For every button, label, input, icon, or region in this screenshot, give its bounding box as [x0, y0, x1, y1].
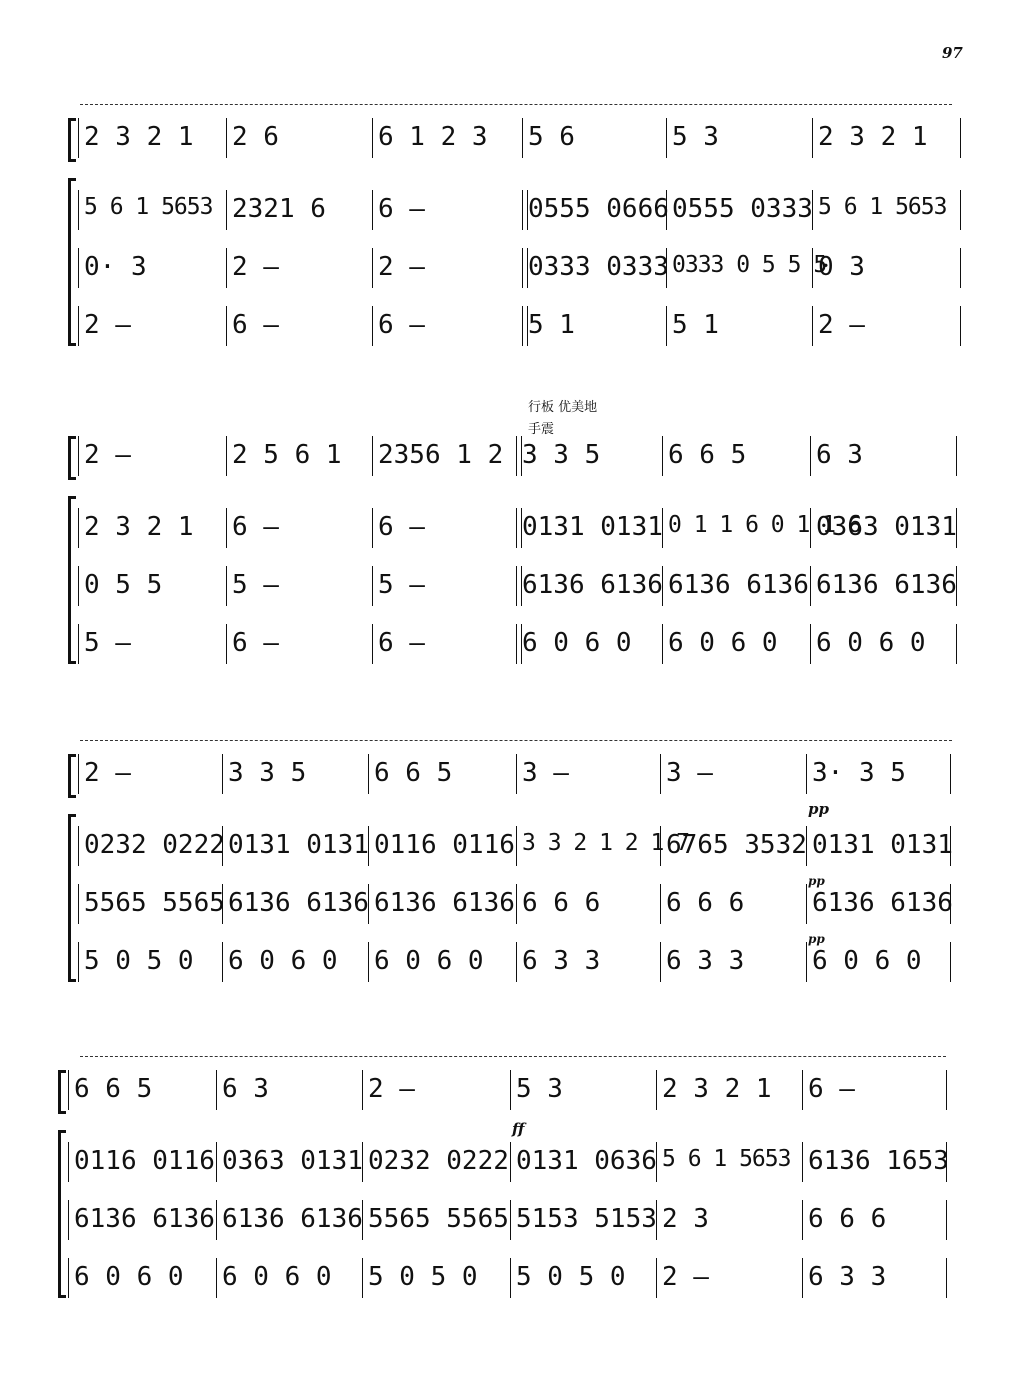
measure-2-4-1: 5 — — [84, 628, 131, 658]
measure-2-2-6: 0363 0131 — [816, 512, 957, 542]
measure-4-2-4: 0131 0636 — [516, 1146, 657, 1176]
barline — [950, 942, 951, 982]
measure-1-4-6: 2 — — [818, 310, 865, 340]
barline — [806, 942, 807, 982]
barline — [226, 306, 227, 346]
barline — [802, 1258, 803, 1298]
measure-2-4-6: 6 0 6 0 — [816, 628, 926, 658]
measure-1-3-2: 2 — — [232, 252, 279, 282]
barline — [806, 884, 807, 924]
dynamic-pp: pp — [808, 800, 829, 818]
barline — [510, 1070, 511, 1110]
measure-2-4-5: 6 0 6 0 — [668, 628, 778, 658]
melody-bracket — [68, 118, 71, 162]
measure-1-2-3: 6 — — [378, 194, 425, 224]
barline — [960, 190, 961, 230]
barline — [226, 118, 227, 158]
measure-4-1-6: 6 — — [808, 1074, 855, 1104]
barline — [802, 1142, 803, 1182]
barline — [812, 306, 813, 346]
measure-2-3-3: 5 — — [378, 570, 425, 600]
barline — [78, 754, 79, 794]
barline — [510, 1200, 511, 1240]
measure-1-4-1: 2 — — [84, 310, 131, 340]
measure-2-2-2: 6 — — [232, 512, 279, 542]
measure-3-2-6: 0131 0131 — [812, 830, 953, 860]
barline — [68, 1070, 69, 1110]
dynamic-ff: ff — [512, 1120, 525, 1138]
measure-2-1-3: 2356 1 2 — [378, 440, 504, 470]
barline — [660, 884, 661, 924]
barline — [362, 1070, 363, 1110]
measure-2-1-2: 2 5 6 1 — [232, 440, 342, 470]
measure-3-4-1: 5 0 5 0 — [84, 946, 194, 976]
barline — [78, 566, 79, 606]
measure-4-3-5: 2 3 — [662, 1204, 709, 1234]
measure-3-1-6: 3· 3 5 — [812, 758, 906, 788]
measure-3-3-1: 5565 5565 — [84, 888, 225, 918]
measure-3-4-3: 6 0 6 0 — [374, 946, 484, 976]
barline — [960, 118, 961, 158]
barline — [516, 754, 517, 794]
barline — [78, 306, 79, 346]
barline — [78, 826, 79, 866]
measure-1-4-4: 5 1 — [528, 310, 575, 340]
measure-4-4-6: 6 3 3 — [808, 1262, 887, 1292]
barline — [666, 306, 667, 346]
measure-2-2-1: 2 3 2 1 — [84, 512, 194, 542]
barline — [810, 624, 811, 664]
barline — [960, 306, 961, 346]
measure-1-1-4: 5 6 — [528, 122, 575, 152]
barline — [372, 436, 373, 476]
barline — [372, 248, 373, 288]
barline — [372, 566, 373, 606]
dashed-line — [80, 104, 952, 105]
barline — [372, 508, 373, 548]
barline — [78, 884, 79, 924]
barline — [956, 624, 957, 664]
measure-4-4-1: 6 0 6 0 — [74, 1262, 184, 1292]
measure-2-1-1: 2 — — [84, 440, 131, 470]
page-number: 97 — [942, 44, 963, 62]
measure-1-3-4: 0333 0333 — [528, 252, 669, 282]
measure-2-1-5: 6 6 5 — [668, 440, 747, 470]
measure-4-2-3: 0232 0222 — [368, 1146, 509, 1176]
dashed-line — [80, 740, 952, 741]
measure-2-2-5: 0 1 1 6 0 1 1 6 — [668, 512, 861, 538]
barline — [960, 248, 961, 288]
barline — [662, 624, 663, 664]
measure-4-3-3: 5565 5565 — [368, 1204, 509, 1234]
accompaniment-bracket — [58, 1130, 61, 1298]
barline — [510, 1258, 511, 1298]
measure-1-2-5: 0555 0333 — [672, 194, 813, 224]
barline — [802, 1070, 803, 1110]
measure-4-2-5: 5 6 1 5653 — [662, 1146, 791, 1172]
measure-1-3-1: 0· 3 — [84, 252, 147, 282]
measure-2-3-1: 0 5 5 — [84, 570, 163, 600]
measure-1-1-1: 2 3 2 1 — [84, 122, 194, 152]
measure-2-3-6: 6136 6136 — [816, 570, 957, 600]
measure-4-1-3: 2 — — [368, 1074, 415, 1104]
barline — [372, 624, 373, 664]
measure-4-3-1: 6136 6136 — [74, 1204, 215, 1234]
measure-3-2-5: 6765 3532 — [666, 830, 807, 860]
barline — [222, 942, 223, 982]
barline — [216, 1258, 217, 1298]
measure-4-4-3: 5 0 5 0 — [368, 1262, 478, 1292]
barline — [656, 1258, 657, 1298]
measure-1-2-6: 5 6 1 5653 — [818, 194, 947, 220]
measure-3-4-5: 6 3 3 — [666, 946, 745, 976]
barline — [662, 436, 663, 476]
measure-2-4-4: 6 0 6 0 — [522, 628, 632, 658]
barline — [806, 754, 807, 794]
measure-4-2-6: 6136 1653 — [808, 1146, 949, 1176]
measure-2-2-4: 0131 0131 — [522, 512, 663, 542]
barline — [660, 942, 661, 982]
measure-4-3-2: 6136 6136 — [222, 1204, 363, 1234]
measure-1-3-5: 0333 0 5 5 5 — [672, 252, 827, 278]
barline — [516, 942, 517, 982]
measure-1-1-6: 2 3 2 1 — [818, 122, 928, 152]
barline — [216, 1200, 217, 1240]
melody-bracket — [68, 436, 71, 480]
barline — [656, 1070, 657, 1110]
barline — [216, 1070, 217, 1110]
barline — [78, 624, 79, 664]
measure-3-3-4: 6 6 6 — [522, 888, 601, 918]
measure-3-1-1: 2 — — [84, 758, 131, 788]
measure-4-4-5: 2 — — [662, 1262, 709, 1292]
barline — [362, 1258, 363, 1298]
barline — [522, 118, 523, 158]
barline — [950, 754, 951, 794]
dynamic-pp-2: pp — [808, 874, 825, 888]
barline — [222, 754, 223, 794]
barline — [226, 508, 227, 548]
barline — [78, 508, 79, 548]
accompaniment-bracket — [68, 496, 71, 664]
barline — [216, 1142, 217, 1182]
measure-1-1-2: 2 6 — [232, 122, 279, 152]
barline — [78, 248, 79, 288]
measure-1-4-2: 6 — — [232, 310, 279, 340]
measure-3-2-1: 0232 0222 — [84, 830, 225, 860]
barline — [368, 942, 369, 982]
barline — [226, 436, 227, 476]
barline — [516, 884, 517, 924]
measure-1-2-2: 2321 6 — [232, 194, 326, 224]
measure-1-2-4: 0555 0666 — [528, 194, 669, 224]
barline — [78, 118, 79, 158]
measure-4-2-1: 0116 0116 — [74, 1146, 215, 1176]
measure-3-1-2: 3 3 5 — [228, 758, 307, 788]
measure-3-1-3: 6 6 5 — [374, 758, 453, 788]
measure-2-4-3: 6 — — [378, 628, 425, 658]
barline — [666, 118, 667, 158]
measure-1-2-1: 5 6 1 5653 — [84, 194, 213, 220]
barline — [68, 1142, 69, 1182]
measure-3-2-3: 0116 0116 — [374, 830, 515, 860]
measure-3-4-2: 6 0 6 0 — [228, 946, 338, 976]
melody-bracket — [58, 1070, 61, 1114]
measure-4-1-4: 5 3 — [516, 1074, 563, 1104]
barline — [226, 248, 227, 288]
accompaniment-bracket — [68, 814, 71, 982]
barline — [812, 118, 813, 158]
measure-2-2-3: 6 — — [378, 512, 425, 542]
measure-4-2-2: 0363 0131 — [222, 1146, 363, 1176]
technique-marking: 手震 — [528, 422, 555, 437]
measure-1-4-5: 5 1 — [672, 310, 719, 340]
barline — [226, 190, 227, 230]
measure-1-3-3: 2 — — [378, 252, 425, 282]
measure-3-4-6: 6 0 6 0 — [812, 946, 922, 976]
measure-1-1-3: 6 1 2 3 — [378, 122, 488, 152]
barline — [516, 826, 517, 866]
measure-3-3-2: 6136 6136 — [228, 888, 369, 918]
accompaniment-bracket — [68, 178, 71, 346]
barline — [226, 624, 227, 664]
measure-4-1-2: 6 3 — [222, 1074, 269, 1104]
measure-2-1-4: 3 3 5 — [522, 440, 601, 470]
barline — [660, 754, 661, 794]
barline — [368, 754, 369, 794]
tempo-marking: 行板 优美地 — [528, 400, 598, 415]
barline — [78, 190, 79, 230]
measure-3-3-6: 6136 6136 — [812, 888, 953, 918]
barline — [68, 1200, 69, 1240]
measure-4-4-2: 6 0 6 0 — [222, 1262, 332, 1292]
barline — [78, 436, 79, 476]
barline — [372, 306, 373, 346]
barline — [946, 1070, 947, 1110]
barline — [810, 436, 811, 476]
measure-2-3-4: 6136 6136 — [522, 570, 663, 600]
barline — [78, 942, 79, 982]
barline — [802, 1200, 803, 1240]
measure-3-2-4: 3 3 2 1 2 1 7 — [522, 830, 690, 856]
measure-3-3-3: 6136 6136 — [374, 888, 515, 918]
measure-4-3-6: 6 6 6 — [808, 1204, 887, 1234]
measure-2-1-6: 6 3 — [816, 440, 863, 470]
measure-3-4-4: 6 3 3 — [522, 946, 601, 976]
barline — [810, 566, 811, 606]
measure-2-3-2: 5 — — [232, 570, 279, 600]
barline — [68, 1258, 69, 1298]
measure-4-3-4: 5153 5153 — [516, 1204, 657, 1234]
barline — [946, 1200, 947, 1240]
measure-1-4-3: 6 — — [378, 310, 425, 340]
measure-2-4-2: 6 — — [232, 628, 279, 658]
measure-4-1-5: 2 3 2 1 — [662, 1074, 772, 1104]
measure-4-4-4: 5 0 5 0 — [516, 1262, 626, 1292]
measure-3-1-4: 3 — — [522, 758, 569, 788]
dashed-line — [80, 1056, 946, 1057]
barline — [956, 436, 957, 476]
measure-2-3-5: 6136 6136 — [668, 570, 809, 600]
measure-4-1-1: 6 6 5 — [74, 1074, 153, 1104]
measure-3-3-5: 6 6 6 — [666, 888, 745, 918]
barline — [372, 118, 373, 158]
barline — [946, 1258, 947, 1298]
melody-bracket — [68, 754, 71, 798]
measure-1-1-5: 5 3 — [672, 122, 719, 152]
dynamic-pp-3: pp — [808, 932, 825, 946]
measure-1-3-6: 0 3 — [818, 252, 865, 282]
barline — [510, 1142, 511, 1182]
barline — [226, 566, 227, 606]
measure-3-1-5: 3 — — [666, 758, 713, 788]
barline — [372, 190, 373, 230]
measure-3-2-2: 0131 0131 — [228, 830, 369, 860]
